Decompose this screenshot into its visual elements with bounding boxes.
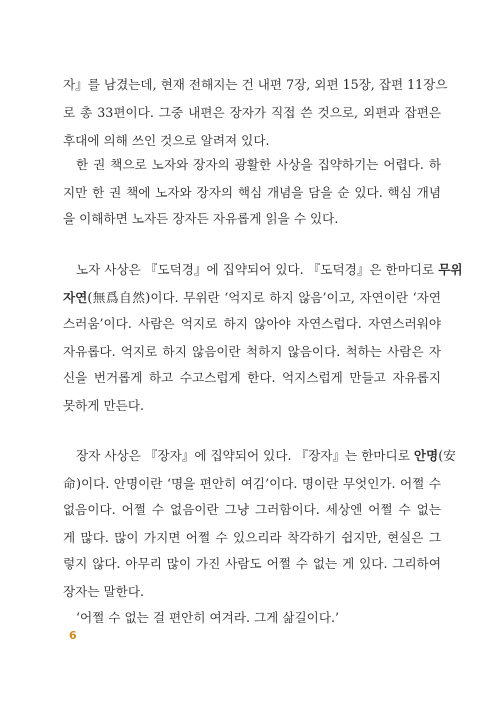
- text-line: 을 이해하면 노자든 장자든 자유롭게 읽을 수 있다.: [63, 211, 339, 226]
- page-number: 6: [69, 629, 77, 642]
- text-line: 지만 한 권 책에 노자와 장자의 핵심 개념을 담을 순 있다. 핵심 개념: [63, 185, 441, 200]
- text-line: 못하게 만든다.: [63, 398, 144, 413]
- text-line: 한 권 책으로 노자와 장자의 광활한 사상을 집약하기는 어렵다. 하: [76, 157, 441, 172]
- text-line: 자유롭다. 억지로 하지 않음이란 척하지 않음이다. 척하는 사람은 자: [63, 344, 441, 359]
- text-line: 없음이다. 어쩔 수 없음이란 그냥 그러함이다. 세상엔 어쩔 수 없는: [63, 502, 441, 517]
- text-line: 노자 사상은 『도덕경』에 집약되어 있다. 『도덕경』은 한마디로 무위: [76, 262, 463, 277]
- text-line: 장자는 말한다.: [63, 584, 144, 599]
- text-line: 命)이다. 안명이란 ‘명을 편안히 여김’이다. 명이란 무엇인가. 어쩔 수: [63, 476, 441, 491]
- text-line: 로 총 33편이다. 그중 내편은 장자가 직접 쓴 것으로, 외편과 잡편은: [63, 105, 441, 120]
- key-term: 무위: [438, 262, 463, 277]
- text-line: 장자 사상은 『장자』에 집약되어 있다. 『장자』는 한마디로 안명(安: [76, 448, 456, 463]
- text-line: 자연(無爲自然)이다. 무위란 ‘억지로 하지 않음’이고, 자연이란 ‘자연: [63, 290, 441, 305]
- key-term: 자연: [63, 290, 88, 305]
- text-line: 게 많다. 많이 가지면 어쩔 수 있으리라 착각하기 쉽지만, 현실은 그: [63, 530, 441, 545]
- text-line: 렇지 않다. 아무리 많이 가진 사람도 어쩔 수 없는 게 있다. 그리하여: [63, 556, 441, 571]
- key-term: 안명: [413, 448, 439, 463]
- text-line: 후대에 의해 쓰인 것으로 알려져 있다.: [63, 133, 270, 148]
- text-line: 스러움’이다. 사람은 억지로 하지 않아야 자연스럽다. 자연스러워야: [63, 316, 441, 331]
- text-line: ‘어쩔 수 없는 걸 편안히 여겨라. 그게 삶길이다.’: [76, 610, 340, 625]
- text-line: 자』를 남겼는데, 현재 전해지는 건 내편 7장, 외편 15장, 잡편 11장으: [63, 77, 448, 92]
- text-line: 신을 번거롭게 하고 수고스럽게 한다. 억지스럽게 만들고 자유롭지: [63, 370, 441, 385]
